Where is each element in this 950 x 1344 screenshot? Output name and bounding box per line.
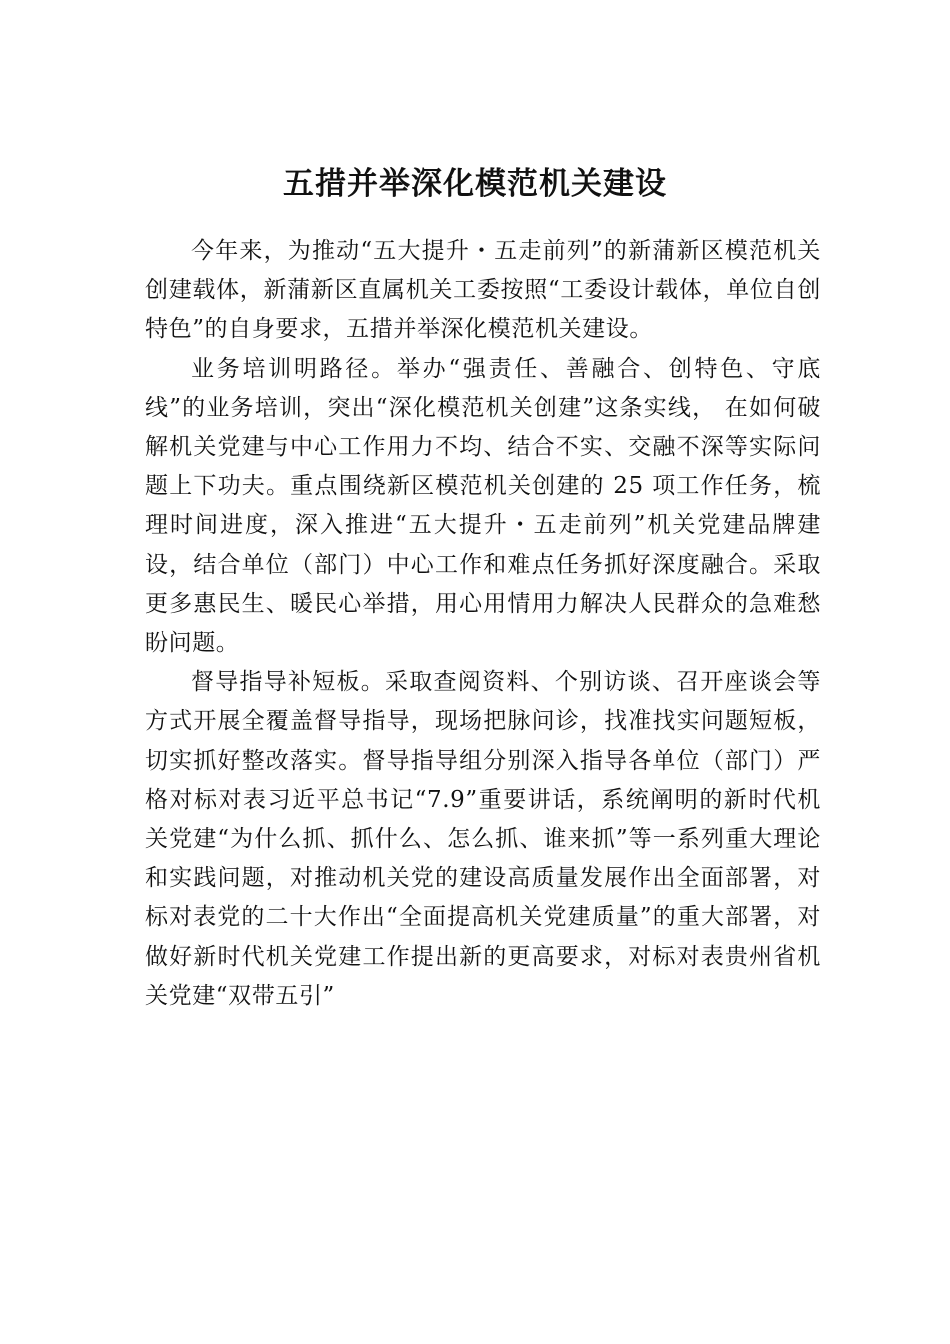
paragraph-supervision: 督导指导补短板。采取查阅资料、个别访谈、召开座谈会等方式开展全覆盖督导指导，现场把脉问诊，找准找实问题短板，切实抓好整改落实。督导指导组分别深入指导各单位（部门）严格对标对表习近平总书记“7.9”重要讲话，系统阐明的新时代机关党建“为什么抓、抓什么、怎么抓、谁来抓”等一系列重大理论和实践问题，对推动机关党的建设高质量发展作出全面部署，对标对表党的二十大作出“全面提高机关党建质量”的重大部署，对做好新时代机关党建工作提出新的更高要求，对标对表贵州省机关党建“双带五引”	[145, 669, 821, 1009]
paragraph-intro: 今年来，为推动“五大提升・五走前列”的新蒲新区模范机关创建载体，新蒲新区直属机关工委按照“工委设计载体，单位自创特色”的自身要求，五措并举深化模范机关建设。	[145, 238, 821, 343]
document-body	[145, 232, 821, 1016]
paragraph-training: 业务培训明路径。举办“强责任、善融合、创特色、守底线”的业务培训，突出“深化模范机关创建”这条实线， 在如何破解机关党建与中心工作用力不均、结合不实、交融不深等实际问题上下功夫。重点围绕新区模范机关创建的 25 项工作任务，梳理时间进度，深入推进“五大提升・五走前列”机关党建品牌建设，结合单位（部门）中心工作和难点任务抓好深度融合。采取更多惠民生、暖民心举措，用心用情用力解决人民群众的急难愁盼问题。	[145, 355, 821, 657]
document-title: 五措并举深化模范机关建设	[283, 166, 667, 202]
